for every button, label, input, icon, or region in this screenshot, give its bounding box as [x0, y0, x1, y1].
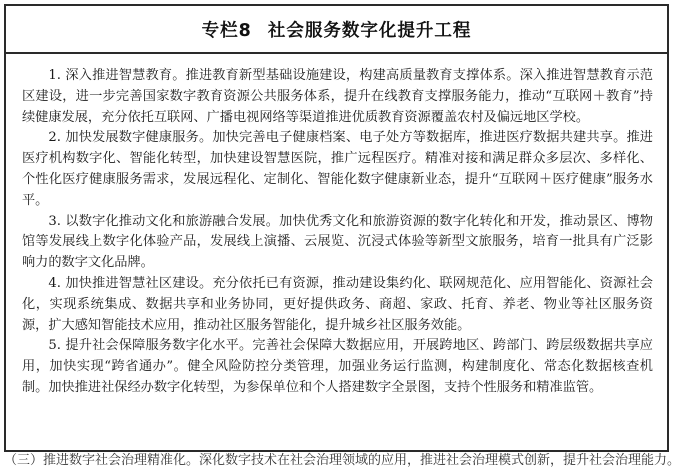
item-body: 充分依托已有资源，推动建设集约化、联网规范化、应用智能化、资源社会化，实现系统集成、数据共享和业务协同，更好提供政务、商超、家政、托育、养老、物业等社区服务资源，扩大感知智能技术应用，推动社区服务智能化，提升城乡社区服务效能。 [22, 275, 653, 333]
item-number: 3. [48, 213, 61, 229]
item-heading: 加快推进智慧社区建设。 [65, 275, 213, 291]
cut-off-text-line [4, 453, 680, 468]
list-item [22, 128, 653, 211]
box-title [6, 6, 667, 54]
list-item [22, 212, 653, 274]
item-heading: 深入推进智慧教育。 [65, 68, 186, 83]
item-number: 5. [48, 338, 61, 354]
item-number: 4. [48, 275, 61, 291]
item-heading: 提升社会保障服务数字化水平。 [65, 338, 253, 354]
item-heading: 加快发展数字健康服务。 [65, 130, 213, 146]
cut-off-text: （三）推进数字社会治理精准化。深化数字技术在社会治理领域的应用，推进社会治理模式创新，提升社会治理能力。 [4, 453, 680, 468]
item-body: 加快优秀文化和旅游资源的数字化转化和开发，推动景区、博物馆等发展线上数字化体验产品，发展线上演播、云展览、沉浸式体验等新型文旅服务，培育一批具有广泛影响力的数字文化品牌。 [22, 213, 653, 271]
item-body: 推进教育新型基础设施建设，构建高质量教育支撑体系。深入推进智慧教育示范区建设，进一步完善国家数字教育资源公共服务体系，提升在线教育支撑服务能力，推动“互联网＋教育”持续健康发展，充分依托互联网、广播电视网络等渠道推进优质教育资源覆盖农村及偏远地区学校。 [22, 68, 653, 125]
item-body: 加快完善电子健康档案、电子处方等数据库，推进医疗数据共建共享。推进医疗机构数字化、智能化转型，加快建设智慧医院，推广远程医疗。精准对接和满足群众多层次、多样化、个性化医疗健康服务需求，发展远程化、定制化、智能化数字健康新业态，提升“互联网＋医疗健康”服务水平。 [22, 130, 653, 208]
list-item [22, 66, 653, 128]
item-number: 1. [48, 68, 61, 83]
list-item [22, 274, 653, 336]
box-content [6, 54, 667, 399]
box-title-label: 专栏8 [201, 20, 252, 41]
list-item [22, 336, 653, 398]
feature-box [4, 4, 669, 452]
item-heading: 以数字化推动文化和旅游融合发展。 [65, 213, 280, 229]
item-number: 2. [48, 130, 61, 146]
box-title-text: 社会服务数字化提升工程 [267, 20, 472, 41]
item-body: 完善社会保障大数据应用，开展跨地区、跨部门、跨层级数据共享应用，加快实现“跨省通办”。健全风险防控分类管理，加强业务运行监测，构建制度化、常态化数据核查机制。加快推进社保经办数字化转型，为参保单位和个人搭建数字全景图，支持个性服务和精准监管。 [22, 338, 653, 395]
